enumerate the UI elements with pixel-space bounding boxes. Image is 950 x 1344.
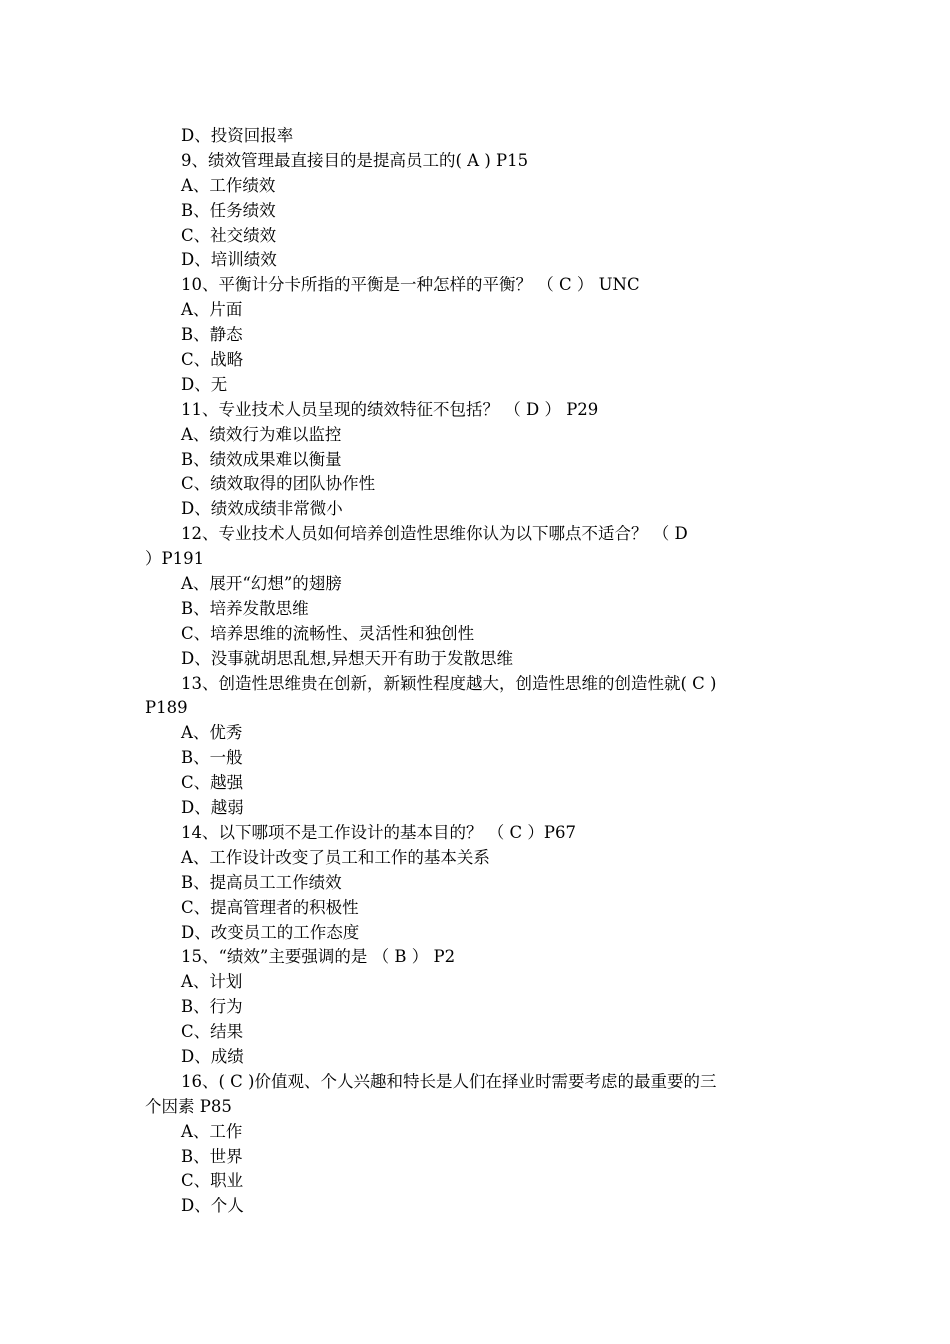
text-line: B、培养发散思维 (181, 598, 309, 618)
text-line: A、工作绩效 (181, 175, 276, 195)
text-line: D、没事就胡思乱想,异想天开有助于发散思维 (181, 648, 513, 668)
text-line: D、越弱 (181, 798, 244, 818)
text-line: A、展开“幻想”的翅膀 (181, 574, 342, 594)
text-line: A、片面 (181, 300, 243, 320)
text-line: C、培养思维的流畅性、灵活性和独创性 (181, 623, 475, 643)
text-line: 10、平衡计分卡所指的平衡是一种怎样的平衡？ （ C ） UNC (181, 275, 640, 295)
text-line: D、绩效成绩非常微小 (181, 499, 343, 519)
text-line: D、培训绩效 (181, 250, 277, 270)
text-line: 13、创造性思维贵在创新，新颖性程度越大，创造性思维的创造性就( C ) (181, 673, 717, 693)
text-line: D、投资回报率 (181, 126, 294, 145)
text-line: C、绩效取得的团队协作性 (181, 474, 376, 494)
text-line: A、工作 (181, 1121, 243, 1141)
text-line: 9、绩效管理最直接目的是提高员工的( A ) P15 (181, 150, 529, 170)
text-line: B、世界 (181, 1146, 243, 1166)
text-line: D、无 (181, 374, 228, 394)
text-line: D、成绩 (181, 1046, 244, 1066)
text-line: C、提高管理者的积极性 (181, 897, 359, 917)
text-line: C、职业 (181, 1171, 244, 1191)
text-line: B、任务绩效 (181, 200, 276, 220)
text-line: 11、专业技术人员呈现的绩效特征不包括？ （ D ） P29 (181, 399, 599, 419)
text-line: ）P191 (145, 549, 205, 569)
text-line: A、绩效行为难以监控 (181, 424, 342, 444)
text-line: A、工作设计改变了员工和工作的基本关系 (181, 847, 490, 867)
text-line: 14、以下哪项不是工作设计的基本目的？ （ C ）P67 (181, 822, 576, 842)
text-line: 16、( C )价值观、个人兴趣和特长是人们在择业时需要考虑的最重要的三 (181, 1071, 717, 1091)
text-line: D、改变员工的工作态度 (181, 922, 360, 942)
text-line: C、结果 (181, 1022, 244, 1042)
text-line: 12、专业技术人员如何培养创造性思维你认为以下哪点不适合？ （ D (181, 524, 688, 544)
text-line: A、计划 (181, 972, 243, 992)
text-line: 15、“绩效”主要强调的是 （ B ） P2 (181, 947, 456, 967)
text-line: C、社交绩效 (181, 225, 277, 245)
text-line: B、一般 (181, 748, 243, 768)
text-line: C、越强 (181, 773, 244, 793)
text-line: B、行为 (181, 997, 243, 1017)
text-line: B、提高员工工作绩效 (181, 872, 342, 892)
text-line: B、绩效成果难以衡量 (181, 449, 342, 469)
text-line: C、战略 (181, 350, 244, 370)
text-line: B、静态 (181, 325, 243, 345)
text-line: P189 (145, 698, 188, 718)
document-body (145, 124, 805, 1219)
text-line: D、个人 (181, 1196, 244, 1216)
text-line: 个因素 P85 (145, 1096, 232, 1116)
text-line: A、优秀 (181, 723, 243, 743)
